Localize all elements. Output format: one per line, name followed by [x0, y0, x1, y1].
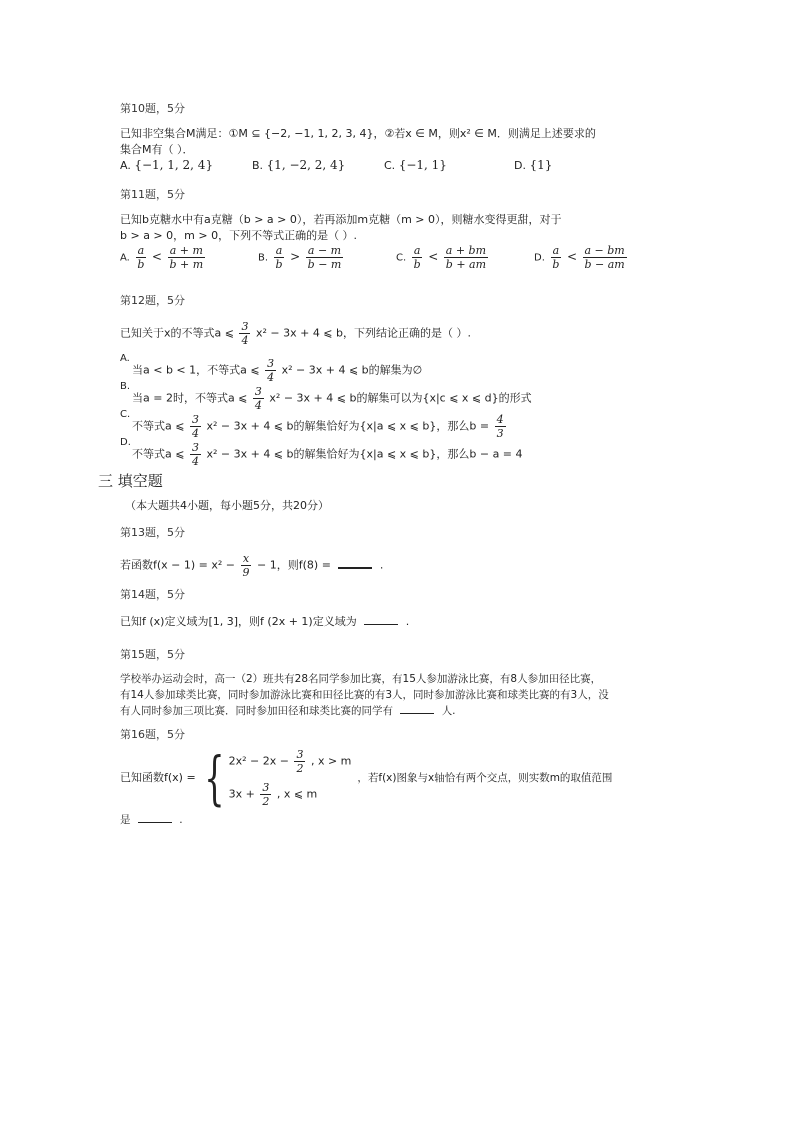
option-d[interactable]: D. {1} [514, 158, 553, 172]
fraction: $\frac{3}{4}$ [241, 320, 249, 347]
option-b[interactable]: B. $\frac{a}{b}$ > $\frac{a - m}{b - m}$ [258, 244, 342, 271]
fraction: $\frac{3}{2}$ [296, 748, 304, 775]
question-12-stem: 已知关于x的不等式a ⩽ $\frac{3}{4}$ x² − 3x + 4 ⩽ b，下列结论正确的是（ ）. [120, 320, 471, 347]
case-1: 2x² − 2x − $\frac{3}{2}$ , x > m [228, 748, 352, 775]
question-15-header: 第15题，5分 [120, 648, 185, 661]
question-14-stem: 已知f (x)定义域为[1, 3]，则f (2x + 1)定义域为 . [120, 615, 410, 628]
section-3-title: 三 填空题 [98, 472, 163, 490]
fraction: $\frac{3}{4}$ [267, 357, 275, 384]
answer-blank[interactable] [400, 703, 434, 714]
fraction: $\frac{4}{3}$ [496, 413, 504, 440]
fraction: $\frac{a + bm}{b + am}$ [445, 244, 487, 271]
fraction: $\frac{a}{b}$ [275, 244, 283, 271]
question-16 [120, 726, 650, 828]
question-11-options [120, 244, 650, 278]
option-c[interactable]: C. $\frac{a}{b}$ < $\frac{a + bm}{b + am}$ [396, 244, 487, 271]
question-15-line-1: 学校举办运动会时，高一（2）班共有28名同学参加比赛，有15人参加游泳比赛，有8人参加田径比赛， [120, 673, 602, 685]
fraction: $\frac{a}{b}$ [552, 244, 560, 271]
question-14-header: 第14题，5分 [120, 588, 185, 601]
option-a[interactable]: A. $\frac{a}{b}$ < $\frac{a + m}{b + m}$ [120, 244, 204, 271]
question-12-header: 第12题，5分 [120, 294, 185, 307]
question-16-header: 第16题，5分 [120, 728, 185, 741]
option-a[interactable]: A. {−1, 1, 2, 4} [120, 158, 214, 172]
question-12 [120, 292, 650, 468]
question-14 [120, 586, 650, 630]
question-15-line-3: 有人同时参加三项比赛．同时参加田径和球类比赛的同学有 人. [120, 705, 456, 717]
question-15 [120, 646, 650, 719]
fraction: $\frac{a}{b}$ [137, 244, 145, 271]
option-d[interactable]: D. $\frac{a}{b}$ < $\frac{a - bm}{b - am}$ [534, 244, 625, 271]
question-11-stem-line-2: b > a > 0，m > 0，下列不等式正确的是（ ）. [120, 229, 358, 242]
question-10-options [120, 158, 650, 178]
fraction: $\frac{a + m}{b + m}$ [169, 244, 204, 271]
question-10-stem-line-2: 集合M有（ ）． [120, 143, 194, 156]
fraction: $\frac{3}{2}$ [262, 781, 270, 808]
brace-symbol: { [203, 744, 225, 812]
fraction: $\frac{a - m}{b - m}$ [307, 244, 342, 271]
question-16-line-2: 是 . [120, 814, 183, 826]
fraction: $\frac{a - bm}{b - am}$ [584, 244, 625, 271]
fraction: $\frac{3}{4}$ [254, 385, 262, 412]
question-11 [120, 186, 650, 278]
fraction: $\frac{x}{9}$ [242, 552, 250, 579]
option-a[interactable]: A. 当a < b < 1，不等式a ⩽ $\frac{3}{4}$ x² − 3x + 4 ⩽ b的解集为∅ [120, 353, 423, 384]
option-c[interactable]: C. 不等式a ⩽ $\frac{3}{4}$ x² − 3x + 4 ⩽ b的解集恰好为{x|a ⩽ x ⩽ b}，那么b = $\frac{4}{3}$ [120, 409, 504, 440]
fraction: $\frac{3}{4}$ [191, 441, 199, 468]
question-10-header: 第10题，5分 [120, 102, 185, 115]
question-13-stem: 若函数f(x − 1) = x² − $\frac{x}{9}$ − 1，则f(8) = . [120, 552, 384, 579]
question-15-line-2: 有14人参加球类比赛，同时参加游泳比赛和田径比赛的有3人，同时参加游泳比赛和球类比赛的有3人，没 [120, 689, 609, 701]
question-10-stem-line-1: 已知非空集合M满足：①M ⊆ {−2, −1, 1, 2, 3, 4}，②若x ∈ M，则x² ∈ M．则满足上述要求的 [120, 127, 596, 140]
option-d[interactable]: D. 不等式a ⩽ $\frac{3}{4}$ x² − 3x + 4 ⩽ b的解集恰好为{x|a ⩽ x ⩽ b}，那么b − a = 4 [120, 437, 523, 468]
option-b[interactable]: B. 当a = 2时，不等式a ⩽ $\frac{3}{4}$ x² − 3x + 4 ⩽ b的解集可以为{x|c ⩽ x ⩽ d}的形式 [120, 381, 532, 412]
question-13-header: 第13题，5分 [120, 526, 185, 539]
case-2: 3x + $\frac{3}{2}$ , x ⩽ m [228, 781, 318, 808]
option-c[interactable]: C. {−1, 1} [384, 158, 447, 172]
answer-blank[interactable] [138, 812, 172, 823]
answer-blank[interactable] [338, 557, 372, 569]
question-11-stem-line-1: 已知b克糖水中有a克糖（b > a > 0），若再添加m克糖（m > 0），则糖水变得更甜，对于 [120, 213, 562, 226]
piecewise-function [196, 744, 352, 812]
question-13 [120, 524, 650, 579]
question-16-stem: 已知函数f(x) = { 2x² − 2x − $\frac{3}{2}$ , x > m 3x + $\frac{3}{2}$ , x ⩽ m ，若f(x)图象与x轴恰有两个交点，则实数m的取值范围 [120, 744, 613, 812]
question-11-header: 第11题，5分 [120, 188, 185, 201]
fraction: $\frac{a}{b}$ [413, 244, 421, 271]
answer-blank[interactable] [364, 614, 398, 625]
question-10 [120, 100, 650, 178]
fraction: $\frac{3}{4}$ [191, 413, 199, 440]
option-b[interactable]: B. {1, −2, 2, 4} [252, 158, 346, 172]
section-3-note: （本大题共4小题，每小题5分，共20分） [125, 499, 329, 512]
